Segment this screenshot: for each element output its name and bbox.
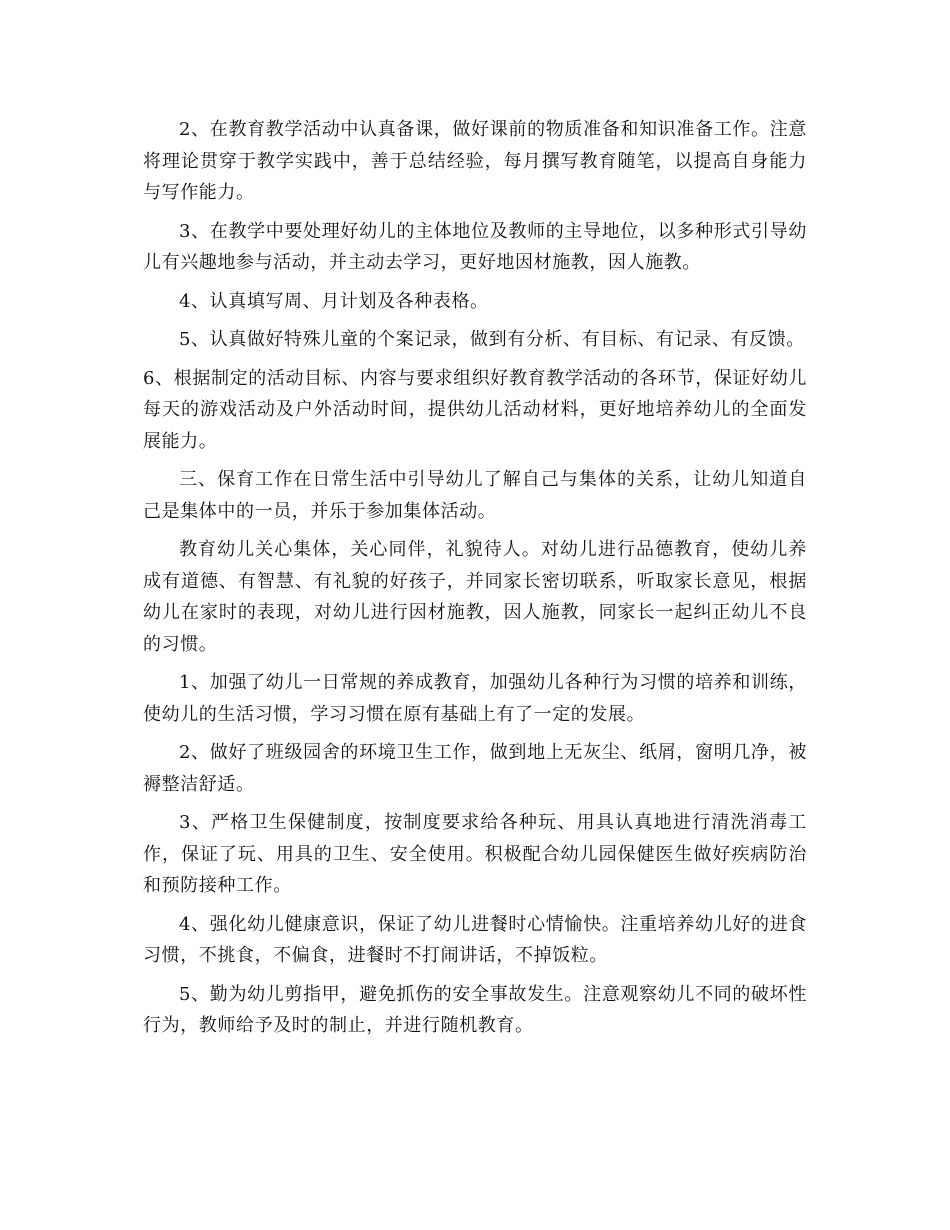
- paragraph-special-children: 5、认真做好特殊儿童的个案记录，做到有分析、有目标、有记录、有反馈。: [179, 329, 805, 350]
- paragraph-daily-routine: 1、加强了幼儿一日常规的养成教育，加强幼儿各种行为习惯的培养和训练，使幼儿的生活习惯，学习习惯在原有基础上有了一定的发展。: [143, 672, 807, 725]
- paragraph-care-section-heading: 三、保育工作在日常生活中引导幼儿了解自己与集体的关系，让幼儿知道自己是集体中的一员，并乐于参加集体活动。: [143, 469, 807, 522]
- paragraph-safety: 5、勤为幼儿剪指甲，避免抓伤的安全事故发生。注意观察幼儿不同的破坏性行为，教师给予及时的制止，并进行随机教育。: [143, 983, 807, 1036]
- paragraph-lesson-prep: 2、在教育教学活动中认真备课，做好课前的物质准备和知识准备工作。注意将理论贯穿于教学实践中，善于总结经验，每月撰写教育随笔，以提高自身能力与写作能力。: [143, 119, 807, 203]
- paragraph-moral-education: 教育幼儿关心集体，关心同伴，礼貌待人。对幼儿进行品德教育，使幼儿养成有道德、有智慧、有礼貌的好孩子，并同家长密切联系，听取家长意见，根据幼儿在家时的表现，对幼儿进行因材施教，因人施教，同家长一起纠正幼儿不良的习惯。: [143, 539, 807, 655]
- paragraph-activity-goals: 6、根据制定的活动目标、内容与要求组织好教育教学活动的各环节，保证好幼儿每天的游戏活动及户外活动时间，提供幼儿活动材料，更好地培养幼儿的全面发展能力。: [143, 367, 807, 452]
- paragraph-eating-habits: 4、强化幼儿健康意识，保证了幼儿进餐时心情愉快。注重培养幼儿好的进食习惯，不挑食，不偏食，进餐时不打闹讲话，不掉饭粒。: [143, 913, 807, 966]
- paragraph-health-system: 3、严格卫生保健制度，按制度要求给各种玩、用具认真地进行清洗消毒工作，保证了玩、用具的卫生、安全使用。积极配合幼儿园保健医生做好疾病防治和预防接种工作。: [143, 812, 807, 896]
- paragraph-weekly-plans: 4、认真填写周、月计划及各种表格。: [179, 290, 489, 312]
- paragraph-teaching-roles: 3、在教学中要处理好幼儿的主体地位及教师的主导地位，以多种形式引导幼儿有兴趣地参与活动，并主动去学习，更好地因材施教，因人施教。: [143, 220, 807, 273]
- paragraph-hygiene: 2、做好了班级园舍的环境卫生工作，做到地上无灰尘、纸屑，窗明几净，被褥整洁舒适。: [143, 742, 807, 795]
- document-body: [143, 114, 807, 1049]
